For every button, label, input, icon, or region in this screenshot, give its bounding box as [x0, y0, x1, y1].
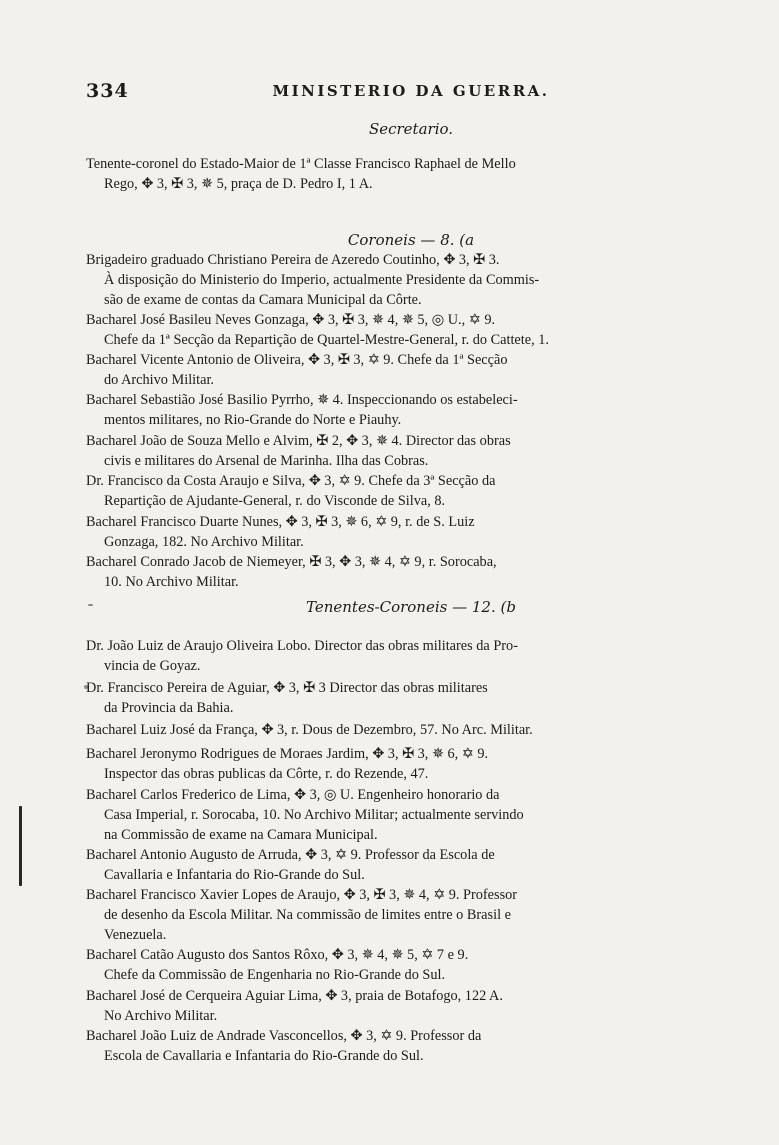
- entry-line: Bacharel Antonio Augusto de Arruda, ✥ 3, ✡ 9. Professor da Escola de: [86, 847, 495, 863]
- entry: [86, 431, 738, 471]
- entry-line: Bacharel João de Souza Mello e Alvim, ✠ 2, ✥ 3, ✵ 4. Director das obras: [86, 433, 511, 449]
- entry-line: Bacharel Conrado Jacob de Niemeyer, ✠ 3, ✥ 3, ✵ 4, ✡ 9, r. Sorocaba,: [86, 554, 497, 570]
- entry-line: do Archivo Militar.: [104, 372, 214, 389]
- entry-line: Bacharel Catão Augusto dos Santos Rôxo, ✥ 3, ✵ 4, ✵ 5, ✡ 7 e 9.: [86, 947, 469, 963]
- entry: [86, 845, 738, 885]
- entry-line: Dr. João Luiz de Araujo Oliveira Lobo. Director das obras militares da Pro-: [86, 638, 518, 654]
- entry-line: Bacharel José de Cerqueira Aguiar Lima, ✥ 3, praia de Botafogo, 122 A.: [86, 988, 503, 1004]
- entry: [86, 250, 738, 311]
- entry: [86, 310, 738, 350]
- entry-line: Venezuela.: [104, 927, 167, 944]
- entry: [86, 471, 738, 511]
- entry-line: Dr. Francisco Pereira de Aguiar, ✥ 3, ✠ 3 Director das obras militares: [86, 680, 488, 696]
- entry-line: No Archivo Militar.: [104, 1008, 218, 1025]
- entry-line: Chefe da Commissão de Engenharia no Rio-Grande do Sul.: [104, 967, 446, 984]
- entry-line: da Provincia da Bahia.: [104, 700, 234, 717]
- entry: [86, 636, 738, 676]
- page-header: [86, 80, 736, 110]
- entry-line: Inspector das obras publicas da Côrte, r. do Rezende, 47.: [104, 766, 429, 783]
- entry-line: mentos militares, no Rio-Grande do Norte e Piauhy.: [104, 412, 402, 429]
- entry-line: Bacharel Sebastião José Basilio Pyrrho, ✵ 4. Inspeccionando os estabeleci-: [86, 392, 518, 408]
- entry: [86, 744, 738, 784]
- entry: [86, 390, 738, 430]
- entry-line: Bacharel Francisco Duarte Nunes, ✥ 3, ✠ 3, ✵ 6, ✡ 9, r. de S. Luiz: [86, 514, 475, 530]
- entry-line: Rego, ✥ 3, ✠ 3, ✵ 5, praça de D. Pedro I, 1 A.: [104, 176, 373, 193]
- entry-line: Bacharel Vicente Antonio de Oliveira, ✥ 3, ✠ 3, ✡ 9. Chefe da 1ª Secção: [86, 352, 508, 368]
- page-number: 334: [86, 80, 129, 102]
- entry: [86, 552, 738, 592]
- entry-line: Escola de Cavallaria e Infantaria do Rio-Grande do Sul.: [104, 1048, 424, 1065]
- entry-line: Brigadeiro graduado Christiano Pereira de Azeredo Coutinho, ✥ 3, ✠ 3.: [86, 252, 500, 268]
- margin-mark: [19, 806, 22, 886]
- section-title: Tenentes-Coroneis — 12. (b: [306, 598, 516, 616]
- entry-line: Tenente-coronel do Estado-Maior de 1ª Classe Francisco Raphael de Mello: [86, 156, 516, 172]
- entry: [86, 986, 738, 1026]
- entry: [86, 1026, 738, 1066]
- entry-line: vincia de Goyaz.: [104, 658, 201, 675]
- entry-line: Dr. Francisco da Costa Araujo e Silva, ✥ 3, ✡ 9. Chefe da 3ª Secção da: [86, 473, 496, 489]
- entry: [86, 785, 738, 846]
- entry-line: Cavallaria e Infantaria do Rio-Grande do Sul.: [104, 867, 365, 884]
- entry-line: civis e militares do Arsenal de Marinha. Ilha das Cobras.: [104, 453, 429, 470]
- entry-line: 10. No Archivo Militar.: [104, 574, 239, 591]
- entry: [86, 512, 738, 552]
- entry-line: Bacharel José Basileu Neves Gonzaga, ✥ 3, ✠ 3, ✵ 4, ✵ 5, ◎ U., ✡ 9.: [86, 312, 496, 328]
- entry-line: Casa Imperial, r. Sorocaba, 10. No Archivo Militar; actualmente servindo: [104, 807, 524, 824]
- entry: [86, 885, 738, 946]
- entry-line: Repartição de Ajudante-General, r. do Visconde de Silva, 8.: [104, 493, 446, 510]
- page-title: MINISTERIO DA GUERRA.: [272, 82, 550, 100]
- entry-line: são de exame de contas da Camara Municipal da Côrte.: [104, 292, 422, 309]
- entry-line: Bacharel João Luiz de Andrade Vasconcellos, ✥ 3, ✡ 9. Professor da: [86, 1028, 482, 1044]
- entry-line: Gonzaga, 182. No Archivo Militar.: [104, 534, 304, 551]
- entry-line: Bacharel Francisco Xavier Lopes de Araujo, ✥ 3, ✠ 3, ✵ 4, ✡ 9. Professor: [86, 887, 518, 903]
- entry: [86, 350, 738, 390]
- entry-line: de desenho da Escola Militar. Na commissão de limites entre o Brasil e: [104, 907, 511, 924]
- entry-line: À disposição do Ministerio do Imperio, actualmente Presidente da Commis-: [104, 272, 540, 289]
- entry-line: Chefe da 1ª Secção da Repartição de Quartel-Mestre-General, r. do Cattete, 1.: [104, 332, 549, 349]
- entry-line: Bacharel Carlos Frederico de Lima, ✥ 3, ◎ U. Engenheiro honorario da: [86, 787, 500, 803]
- entry-line: Bacharel Luiz José da França, ✥ 3, r. Dous de Dezembro, 57. No Arc. Militar.: [86, 722, 533, 738]
- entry: [86, 720, 738, 740]
- entry: [86, 945, 738, 985]
- entry-line: na Commissão de exame na Camara Municipal.: [104, 827, 378, 844]
- entry: [86, 154, 738, 194]
- entry-line: Bacharel Jeronymo Rodrigues de Moraes Jardim, ✥ 3, ✠ 3, ✵ 6, ✡ 9.: [86, 746, 489, 762]
- entry: [86, 678, 738, 718]
- section-title: Secretario.: [368, 120, 454, 138]
- section-title: Coroneis — 8. (a: [347, 231, 475, 249]
